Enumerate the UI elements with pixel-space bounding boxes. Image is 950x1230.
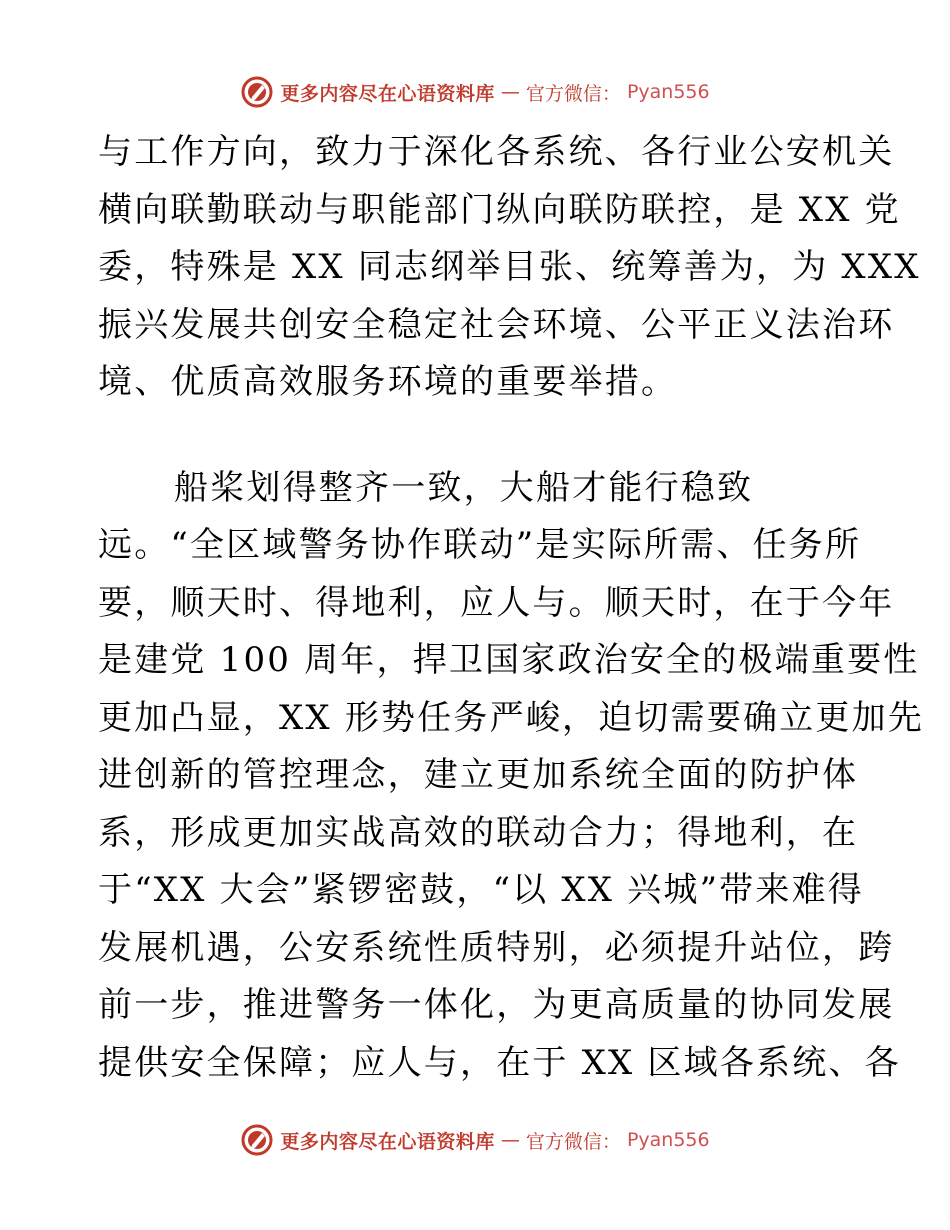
watermark-separator: —: [500, 1129, 520, 1151]
text-line: 境、优质高效服务环境的重要举措。: [98, 362, 678, 402]
paragraph-1: [98, 124, 921, 412]
text-line: 系，形成更加实战高效的联动合力；得地利，在: [98, 812, 859, 853]
paragraph-gap: [98, 412, 868, 460]
watermark-content: [240, 1123, 709, 1157]
text-line: 更加凸显，XX 形势任务严峻，迫切需要确立更加先: [98, 697, 925, 738]
watermark-main-text: 更多内容尽在心语资料库: [280, 1130, 495, 1153]
text-line: 横向联勤联动与职能部门纵向联防联控，是 XX 党: [98, 189, 901, 230]
watermark-wechat-id: Pyan556: [626, 81, 710, 103]
library-logo-icon: [240, 1123, 274, 1157]
text-line: 委，特殊是 XX 同志纲举目张、统筹善为，为 XXX: [98, 247, 921, 287]
watermark-wechat-id: Pyan556: [626, 1129, 710, 1151]
text-line-indented: 船桨划得整齐一致，大船才能行稳致: [174, 467, 754, 508]
watermark-main-text: 更多内容尽在心语资料库: [280, 82, 495, 105]
text-line: 是建党 100 周年，捍卫国家政治安全的极端重要性: [98, 640, 920, 680]
library-logo-icon: [240, 75, 274, 109]
text-line: 提供安全保障；应人与，在于 XX 区域各系统、各: [98, 1042, 901, 1083]
text-line: 进创新的管控理念，建立更加系统全面的防护体: [98, 755, 859, 795]
header-watermark-banner: [0, 72, 950, 112]
text-line: 与工作方向，致力于深化各系统、各行业公安机关: [98, 132, 895, 172]
footer-watermark-banner: [0, 1120, 950, 1160]
watermark-wechat-label: 官方微信：: [525, 82, 621, 105]
watermark-wechat-label: 官方微信：: [525, 1130, 621, 1153]
text-line: 前一步，推进警务一体化，为更高质量的协同发展: [98, 985, 895, 1025]
text-line: 要，顺天时、得地利，应人与。顺天时，在于今年: [98, 582, 895, 623]
text-line: 振兴发展共创安全稳定社会环境、公平正义法治环: [98, 304, 895, 345]
document-body: [98, 124, 925, 1092]
text-line: 远。“全区域警务协作联动”是实际所需、任务所: [98, 525, 862, 565]
watermark-separator: —: [500, 81, 520, 103]
paragraph-2: [98, 460, 925, 1093]
watermark-content: [240, 75, 709, 109]
text-line: 发展机遇，公安系统性质特别，必须提升站位，跨: [98, 927, 895, 968]
text-line: 于“XX 大会”紧锣密鼓，“以 XX 兴城”带来难得: [98, 870, 864, 910]
